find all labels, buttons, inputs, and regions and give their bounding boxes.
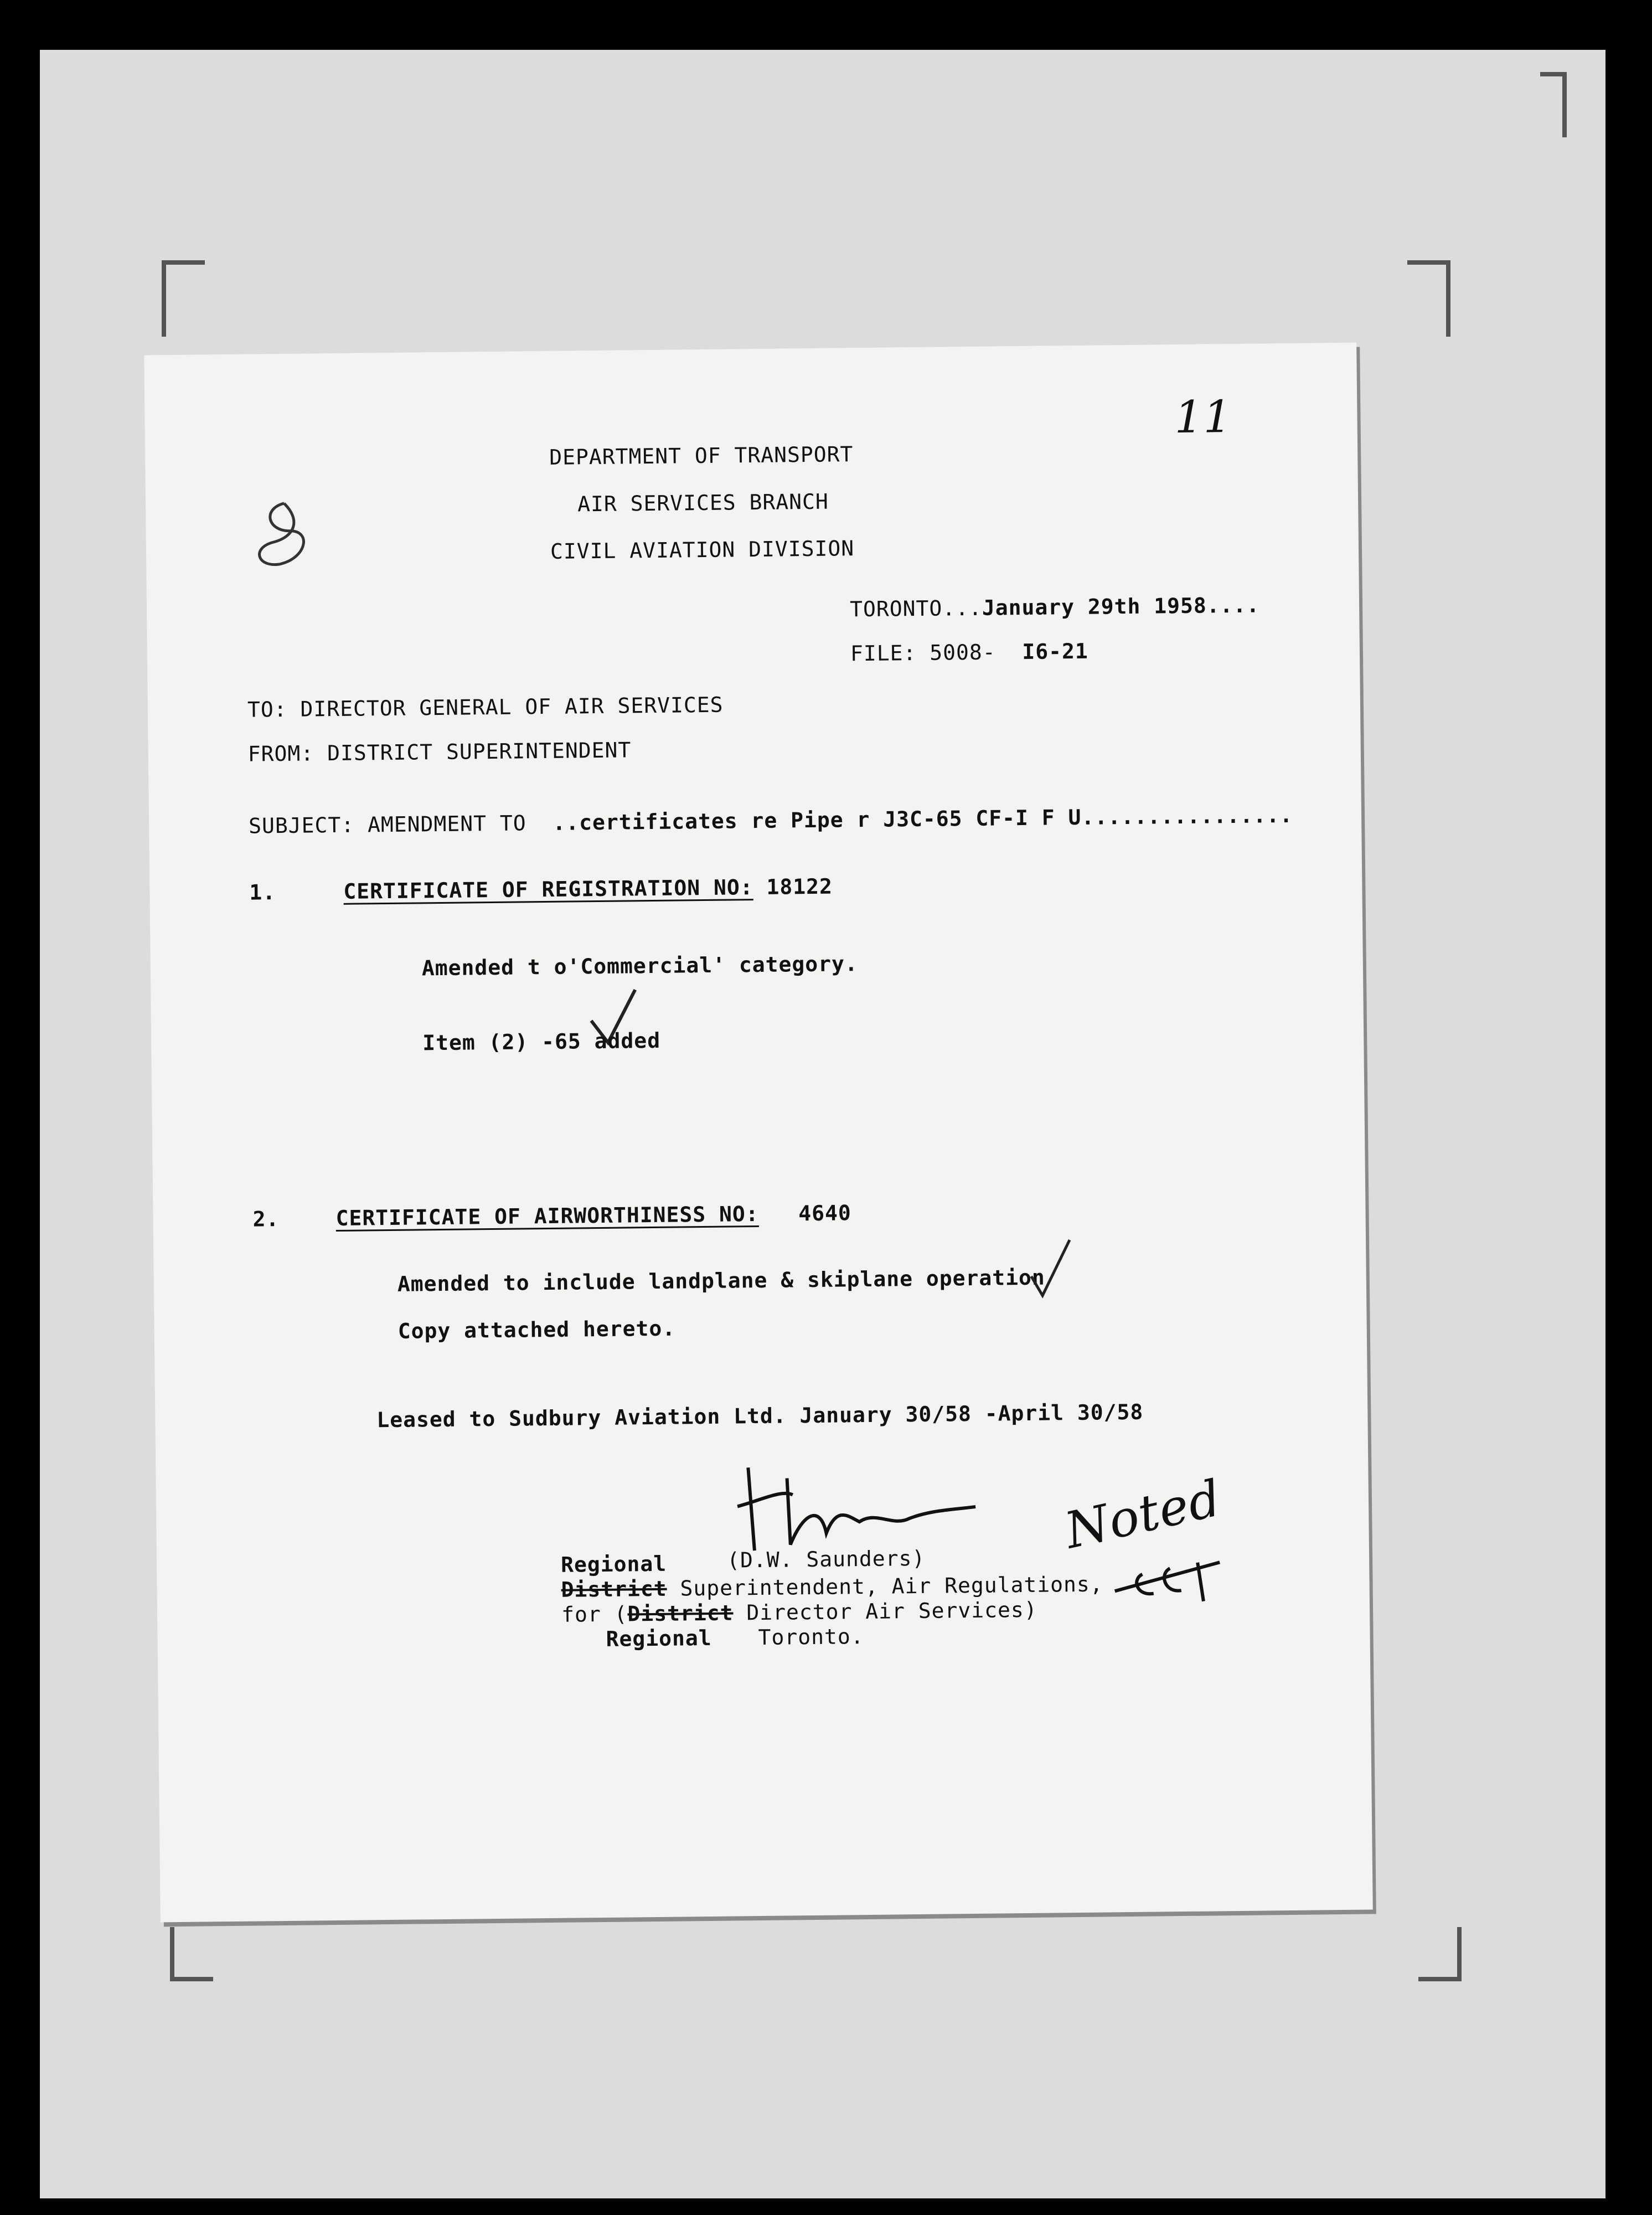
item1-line-a: Amended t o'Commercial' category. [421, 951, 859, 981]
document-page [144, 343, 1373, 1923]
signature-regional-top: Regional [560, 1551, 667, 1577]
to-line: TO: DIRECTOR GENERAL OF AIR SERVICES [247, 692, 724, 722]
file-label: FILE: 5008- [850, 640, 996, 666]
margin-note: Noted [1060, 1469, 1227, 1560]
document-date: January 29th 1958.... [982, 593, 1260, 620]
handwritten-mark-icon [245, 497, 324, 581]
item2-line-b: Copy attached hereto. [397, 1316, 676, 1343]
signature-name: (D.W. Saunders) [726, 1546, 926, 1573]
signature-title-2 [561, 1598, 1037, 1627]
checkmark-icon [1028, 1237, 1073, 1299]
header-line-1: DEPARTMENT OF TRANSPORT [549, 442, 854, 470]
item1-value: 18122 [766, 874, 833, 899]
initials-icon [1109, 1540, 1242, 1614]
item1-title: CERTIFICATE OF REGISTRATION NO: [343, 875, 753, 904]
struck-district-1: District [561, 1576, 667, 1602]
header-line-2: AIR SERVICES BRANCH [577, 489, 829, 517]
item2-title: CERTIFICATE OF AIRWORTHINESS NO: [335, 1202, 759, 1231]
item2-value: 4640 [798, 1201, 852, 1226]
crop-mark-top-left [162, 260, 205, 337]
header-line-3: CIVIL AVIATION DIVISION [550, 536, 855, 564]
struck-district-2: District [627, 1600, 734, 1626]
from-line: FROM: DISTRICT SUPERINTENDENT [247, 738, 632, 766]
subject-value: ..certificates re Pipe r J3C-65 CF-I F U................ [553, 802, 1293, 835]
crop-mark-bottom-right [1418, 1927, 1462, 1981]
lease-line: Leased to Sudbury Aviation Ltd. January 30/58 -April 30/58 [376, 1399, 1144, 1433]
file-number: I6-21 [1022, 638, 1088, 664]
crop-mark-top-right [1407, 260, 1450, 337]
file-reference [850, 639, 1088, 666]
subject-label: SUBJECT: AMENDMENT TO [248, 811, 526, 838]
signature-city: Toronto. [758, 1624, 864, 1650]
for-label: for ( [561, 1601, 628, 1627]
location-label [850, 593, 1260, 621]
signature-regional-bottom: Regional [606, 1625, 712, 1651]
item1-number: 1. [249, 880, 276, 905]
item1-heading [343, 874, 833, 904]
title-2: Director Air Services) [746, 1597, 1037, 1625]
crop-mark-far-top-right [1540, 72, 1567, 137]
title-1: Superintendent, Air Regulations, [680, 1572, 1103, 1601]
crop-mark-bottom-left [170, 1927, 213, 1981]
page-number-handwritten: 11 [1174, 390, 1232, 444]
item1-line-b: Item (2) -65 added [422, 1028, 661, 1055]
item2-heading [335, 1201, 851, 1230]
subject-line [249, 803, 1293, 838]
item2-line-a: Amended to include landplane & skiplane operation [397, 1265, 1046, 1296]
location-city: TORONTO... [849, 595, 983, 622]
item2-number: 2. [252, 1207, 280, 1232]
